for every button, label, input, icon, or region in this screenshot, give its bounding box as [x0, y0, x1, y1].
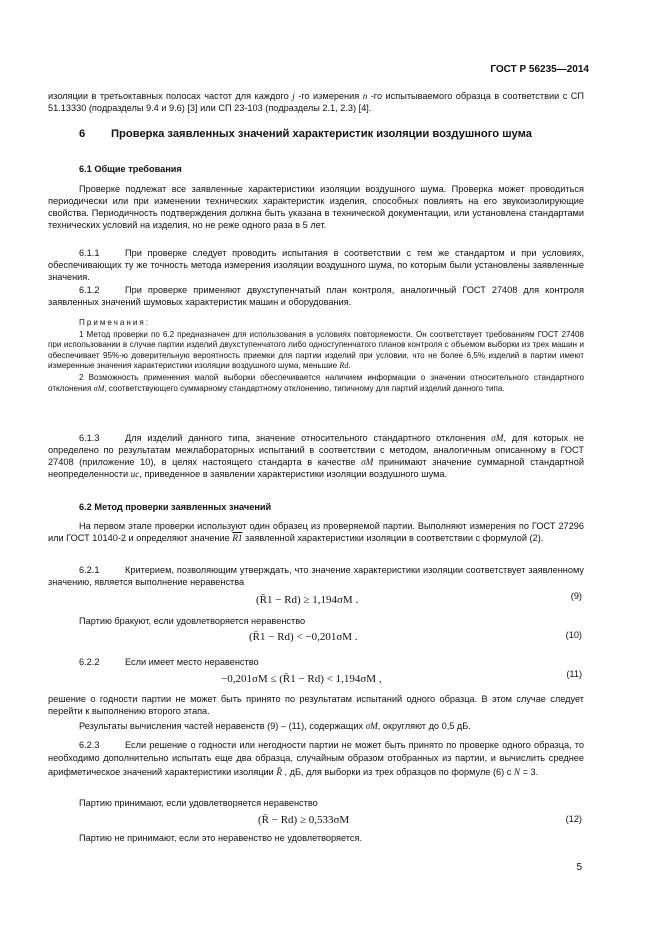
formula-10-number: (10): [565, 630, 582, 640]
formula-11: −0,201σM ≤ (R̄1 − Rd) < 1,194σM ,: [221, 673, 382, 685]
section-6-title: 6 Проверка заявленных значений характеристик изоляции воздушного шума: [79, 128, 532, 140]
formula-10: (R̄1 − Rd) < −0,201σM .: [249, 631, 358, 643]
clause-6-2-1: 6.2.1 Критерием, позволяющим утверждать, что значение характеристики изоляции соответствует заявленному значению, является выполнение неравенства: [48, 565, 584, 588]
reject-condition: Партию бракуют, если удовлетворяется неравенство: [79, 616, 306, 626]
clause-6-2-3: 6.2.3 Если решение о годности или негодности партии не может быть принято по проверке одного образца, то необходимо дополнительно испытать еще два образца, случайным образом отобранных из партии, и вычислить среднее арифметическое значений характеристики изоляции R̄ , дБ, для выборки из трех образцов по формуле (6) с N = 3.: [48, 740, 584, 777]
clause-6-1-3: 6.1.3 Для изделий данного типа, значение относительного стандартного отклонения σM, для которых не определено по результатам межлабораторных испытаний в соответствии с методом, аналогичным описанному в ГОСТ 27408 (приложение 10), в целях настоящего стандарта в качестве σM принимают значение суммарной стандартной неопределенности uc, приведенное в заявлении характеристики изоляции воздушного шума.: [48, 433, 584, 480]
intro-paragraph: изоляции в третьоктавных полосах частот для каждого j -го измерения n -го испытываемого образца в соответствии с СП 51.13330 (подразделы 9.4 и 9.6) [3] или СП 23-103 (подразделы 2.1, 2.3) [4].: [48, 91, 584, 114]
notes-block: [48, 318, 584, 394]
standard-code: ГОСТ Р 56235—2014: [490, 64, 589, 75]
section-6-2-heading: 6.2 Метод проверки заявленных значений: [79, 502, 272, 512]
section-6-1-paragraph: Проверке подлежат все заявленные характеристики изоляции воздушного шума. Проверка может проводиться периодически или при изменении технических характеристик изделия, способных повлиять на его звукоизолирующие свойства. Периодичность подтверждения должна быть указана в технической документации, или установлена стандартами технических условий на изделия, но не реже одного раза в 5 лет.: [48, 184, 584, 231]
formula-9-number: (9): [570, 591, 582, 601]
clause-6-1-1: 6.1.1 При проверке следует проводить испытания в соответствии с тем же стандартом и при условиях, обеспечивающих ту же точность метода измерения изоляции воздушного шума, по которым были установлены заявленные значения.: [48, 248, 584, 283]
formula-12-number: (12): [565, 814, 582, 824]
note-2: 2 Возможность применения малой выборки обеспечивается наличием информации о значении относительного стандартного отклонения σM, соответствующего суммарному стандартному отклонению, типичному для партий изделий данного типа.: [48, 372, 584, 393]
section-6-1-heading: 6.1 Общие требования: [79, 164, 182, 174]
accept-condition: Партию принимают, если удовлетворяется неравенство: [79, 798, 318, 808]
clause-6-2-2: 6.2.2 Если имеет место неравенство: [79, 657, 259, 667]
rounding-rule: Результаты вычисления частей неравенств (9) – (11), содержащих σM, округляют до 0,5 дБ.: [79, 721, 471, 731]
formula-9: (R̄1 − Rd) ≥ 1,194σM .: [256, 594, 359, 606]
page-number: 5: [576, 862, 582, 873]
clause-6-2-2-continuation: решение о годности партии не может быть принято по результатам испытаний одного образца. В этом случае следует перейти к выполнению второго этапа.: [48, 694, 584, 717]
note-1: 1 Метод проверки по 6.2 предназначен для использования в условиях повторяемости. Он соответствует требованиям ГОСТ 27408 при использовании в случае партии изделий двухступенчатого либо одноступенчатого планов контроля с объемом выборки из трех машин и обеспечивает 95%-ю доверительную вероятность приемки для партии изделий при условии, что не более 6,5% изделий в партии имеют измеренные значения характеристики изоляции воздушного шума, меньшие Rd.: [48, 329, 584, 371]
not-accept-condition: Партию не принимают, если это неравенство не удовлетворяется.: [79, 833, 363, 843]
formula-11-number: (11): [566, 669, 582, 679]
notes-title: Примечания:: [79, 318, 150, 327]
formula-12: (R̄ − Rd) ≥ 0,533σM: [258, 814, 350, 826]
clause-6-1-2: 6.1.2 При проверке применяют двухступенчатый план контроля, аналогичный ГОСТ 27408 для контроля заявленных значений шумовых характеристик машин и оборудования.: [48, 285, 584, 308]
section-6-2-paragraph: На первом этапе проверки используют один образец из проверяемой партии. Выполняют измерения по ГОСТ 27296 или ГОСТ 10140-2 и определяют значение R1 заявленной характеристики изоляции в соответствии с формулой (2).: [48, 521, 584, 544]
